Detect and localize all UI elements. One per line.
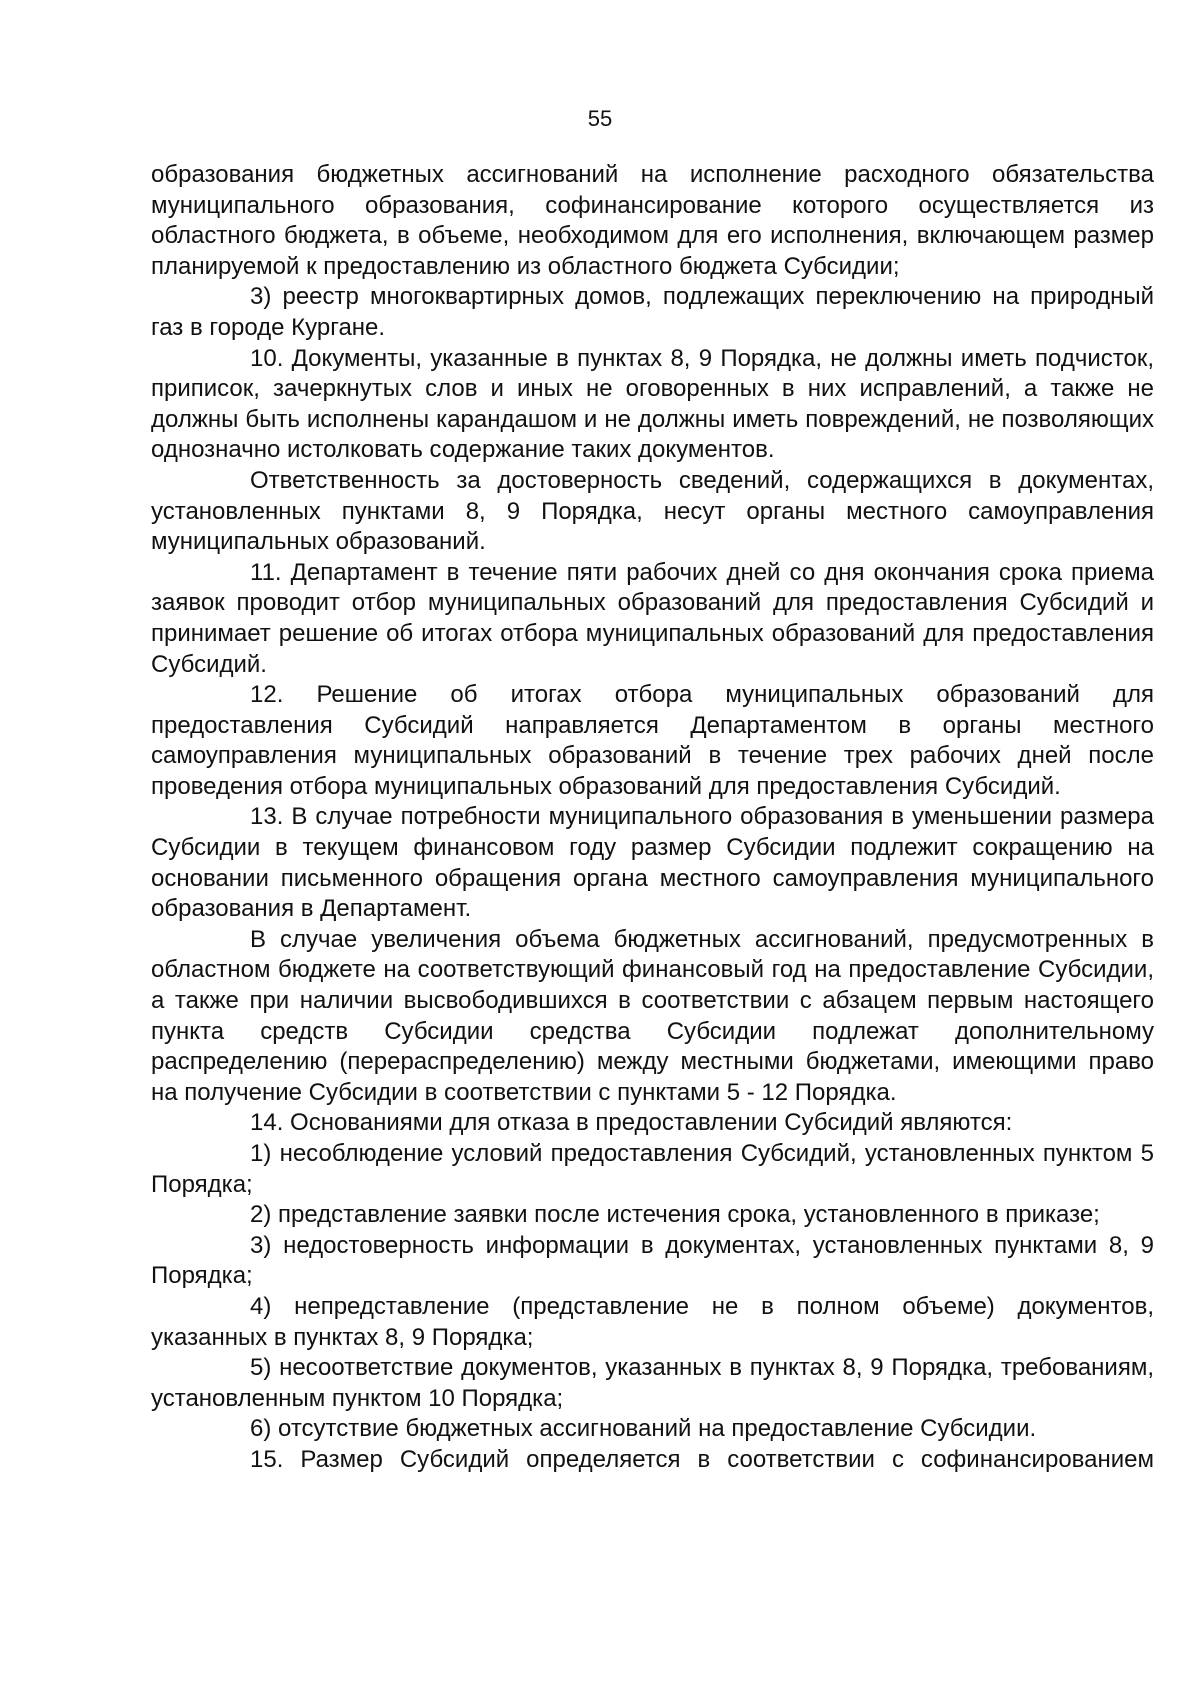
paragraph: 4) непредставление (представление не в полном объеме) документов, указанных в пунктах 8, 9 Порядка;	[151, 1292, 1154, 1351]
document-body	[151, 160, 1154, 1476]
paragraph: 2) представление заявки после истечения срока, установленного в приказе;	[250, 1201, 1100, 1229]
page-number: 55	[587, 106, 613, 131]
paragraph: 12. Решение об итогах отбора муниципальных образований для предоставления Субсидий направляется Департаментом в органы местного самоуправления муниципальных образований в течение трех рабочих дней после проведения отбора муниципальных образований для предоставления Субсидий.	[151, 681, 1154, 800]
paragraph: В случае увеличения объема бюджетных ассигнований, предусмотренных в областном бюджете на соответствующий финансовый год на предоставление Субсидии, а также при наличии высвободившихся в соответствии с абзацем первым настоящего пункта средств Субсидии средства Субсидии подлежат дополнительному распределению (перераспределению) между местными бюджетами, имеющими право на получение Субсидии в соответствии с пунктами 5 - 12 Порядка.	[151, 925, 1154, 1106]
paragraph: 15. Размер Субсидий определяется в соответствии с софинансированием	[250, 1445, 1154, 1473]
paragraph: 3) недостоверность информации в документах, установленных пунктами 8, 9 Порядка;	[151, 1231, 1154, 1290]
paragraph: 14. Основаниями для отказа в предоставлении Субсидий являются:	[250, 1109, 1013, 1137]
paragraph: 3) реестр многоквартирных домов, подлежащих переключению на природный газ в городе Кургане.	[151, 283, 1154, 341]
paragraph: 5) несоответствие документов, указанных в пунктах 8, 9 Порядка, требованиям, установленным пунктом 10 Порядка;	[151, 1354, 1154, 1412]
paragraph: образования бюджетных ассигнований на исполнение расходного обязательства муниципального образования, софинансирование которого осуществляется из областного бюджета, в объеме, необходимом для его исполнения, включающем размер планируемой к предоставлению из областного бюджета Субсидии;	[151, 161, 1154, 280]
paragraph: Ответственность за достоверность сведений, содержащихся в документах, установленных пунктами 8, 9 Порядка, несут органы местного самоуправления муниципальных образований.	[151, 466, 1154, 556]
paragraph: 13. В случае потребности муниципального образования в уменьшении размера Субсидии в текущем финансовом году размер Субсидии подлежит сокращению на основании письменного обращения органа местного самоуправления муниципального образования в Департамент.	[151, 803, 1154, 923]
paragraph: 10. Документы, указанные в пунктах 8, 9 Порядка, не должны иметь подчисток, приписок, зачеркнутых слов и иных не оговоренных в них исправлений, а также не должны быть исполнены карандашом и не должны иметь повреждений, не позволяющих однозначно истолковать содержание таких документов.	[151, 344, 1154, 464]
paragraph: 6) отсутствие бюджетных ассигнований на предоставление Субсидии.	[250, 1415, 1037, 1443]
paragraph: 11. Департамент в течение пяти рабочих дней со дня окончания срока приема заявок проводит отбор муниципальных образований для предоставления Субсидий и принимает решение об итогах отбора муниципальных образований для предоставления Субсидий.	[151, 558, 1154, 678]
paragraph: 1) несоблюдение условий предоставления Субсидий, установленных пунктом 5 Порядка;	[151, 1140, 1154, 1198]
